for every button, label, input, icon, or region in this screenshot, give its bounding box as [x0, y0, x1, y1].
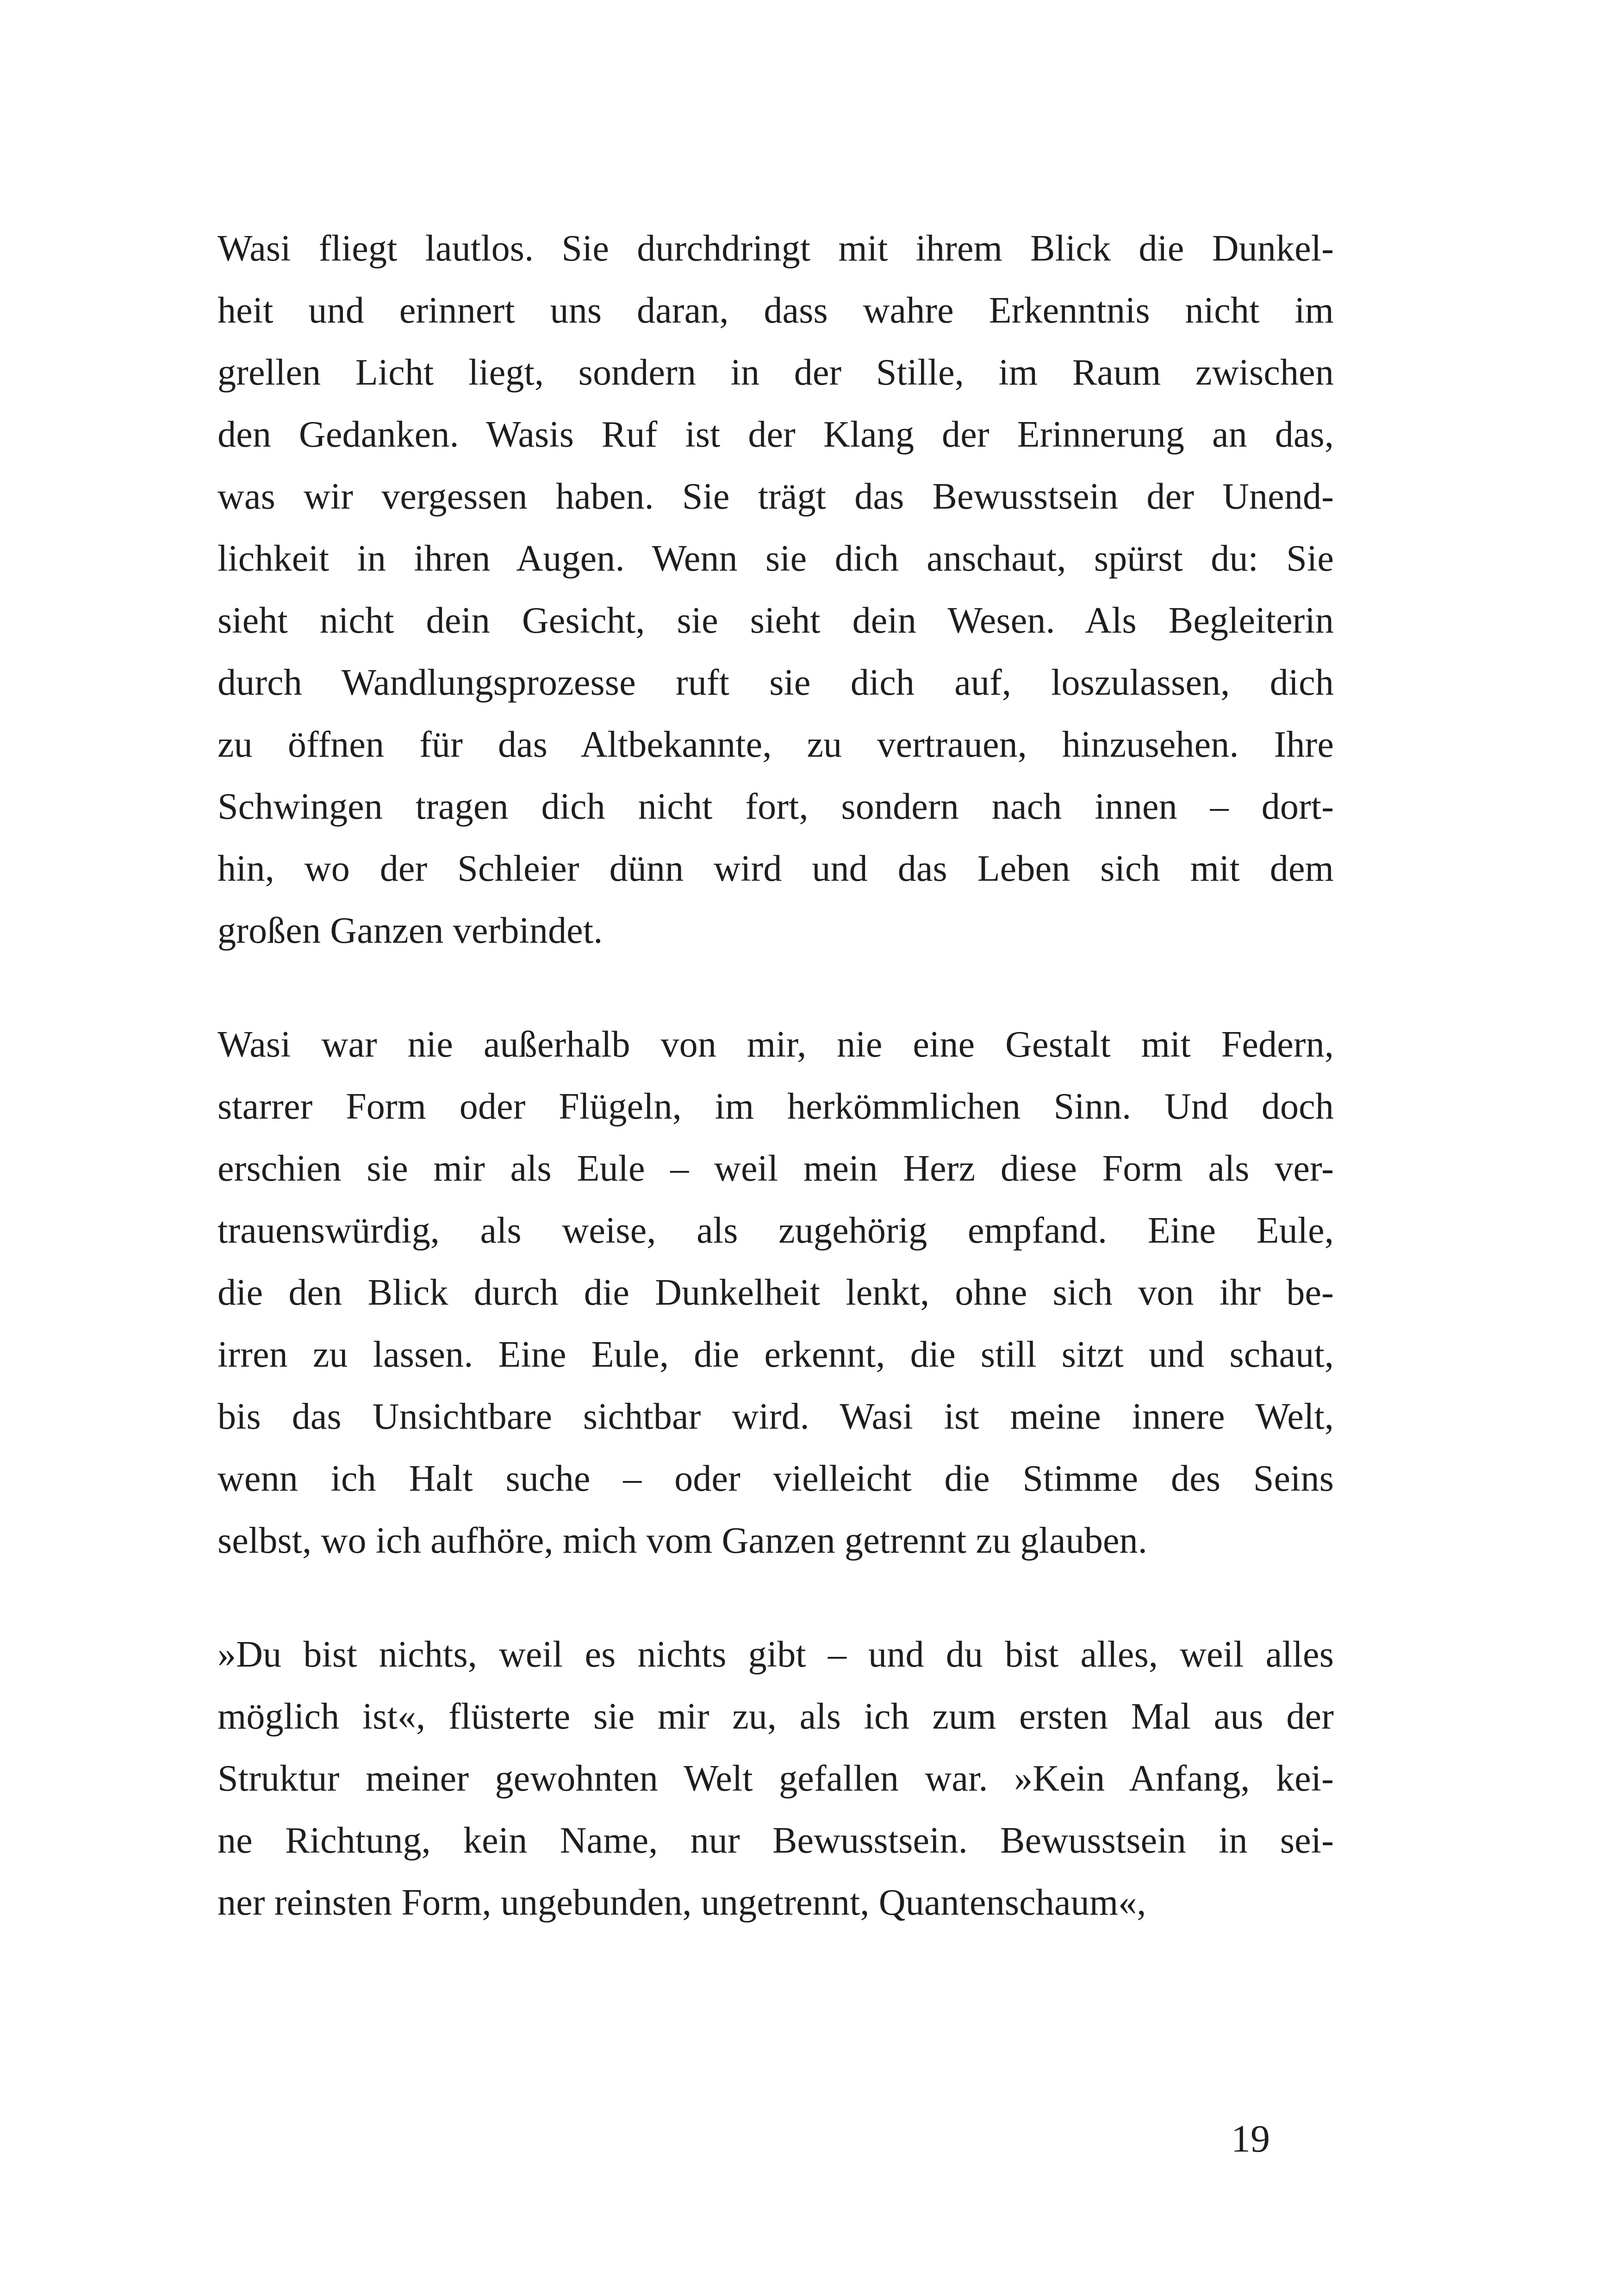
text-line: den Gedanken. Wasis Ruf ist der Klang der Erinnerung an das, [218, 414, 1334, 455]
text-line: hin, wo der Schleier dünn wird und das Leben sich mit dem [218, 848, 1334, 889]
text-line: Wasi fliegt lautlos. Sie durchdringt mit ihrem Blick die Dunkel- [218, 228, 1334, 269]
text-line: heit und erinnert uns daran, dass wahre Erkenntnis nicht im [218, 290, 1334, 331]
text-line: zu öffnen für das Altbekannte, zu vertrauen, hinzusehen. Ihre [218, 724, 1334, 765]
text-line: Wasi war nie außerhalb von mir, nie eine Gestalt mit Federn, [218, 1024, 1334, 1065]
text-line: ner reinsten Form, ungebunden, ungetrennt, Quantenschaum«, [218, 1882, 1146, 1923]
text-line: starrer Form oder Flügeln, im herkömmlichen Sinn. Und doch [218, 1086, 1334, 1127]
page-number: 19 [1231, 2117, 1270, 2160]
text-line: ne Richtung, kein Name, nur Bewusstsein. Bewusstsein in sei- [218, 1820, 1334, 1861]
paragraph [218, 1014, 1334, 1572]
text-line: was wir vergessen haben. Sie trägt das Bewusstsein der Unend- [218, 476, 1334, 517]
text-line: bis das Unsichtbare sichtbar wird. Wasi ist meine innere Welt, [218, 1396, 1334, 1437]
text-line: sieht nicht dein Gesicht, sie sieht dein Wesen. Als Begleiterin [218, 600, 1334, 641]
text-line: trauenswürdig, als weise, als zugehörig empfand. Eine Eule, [218, 1210, 1334, 1251]
text-line: durch Wandlungsprozesse ruft sie dich auf, loszulassen, dich [218, 662, 1334, 703]
text-line: großen Ganzen verbindet. [218, 910, 603, 951]
paragraph [218, 1624, 1334, 1934]
text-line: selbst, wo ich aufhöre, mich vom Ganzen getrennt zu glauben. [218, 1520, 1147, 1561]
text-line: wenn ich Halt suche – oder vielleicht die Stimme des Seins [218, 1458, 1334, 1499]
body-text [218, 218, 1334, 1934]
paragraph [218, 218, 1334, 962]
text-line: Struktur meiner gewohnten Welt gefallen war. »Kein Anfang, kei- [218, 1758, 1334, 1799]
text-line: grellen Licht liegt, sondern in der Stille, im Raum zwischen [218, 352, 1334, 393]
text-line: irren zu lassen. Eine Eule, die erkennt, die still sitzt und schaut, [218, 1334, 1334, 1375]
text-line: die den Blick durch die Dunkelheit lenkt, ohne sich von ihr be- [218, 1272, 1334, 1313]
text-line: »Du bist nichts, weil es nichts gibt – und du bist alles, weil alles [218, 1634, 1334, 1675]
text-line: möglich ist«, flüsterte sie mir zu, als ich zum ersten Mal aus der [218, 1696, 1334, 1737]
text-line: erschien sie mir als Eule – weil mein Herz diese Form als ver- [218, 1148, 1334, 1189]
text-line: lichkeit in ihren Augen. Wenn sie dich anschaut, spürst du: Sie [218, 538, 1334, 579]
text-line: Schwingen tragen dich nicht fort, sondern nach innen – dort- [218, 786, 1334, 827]
